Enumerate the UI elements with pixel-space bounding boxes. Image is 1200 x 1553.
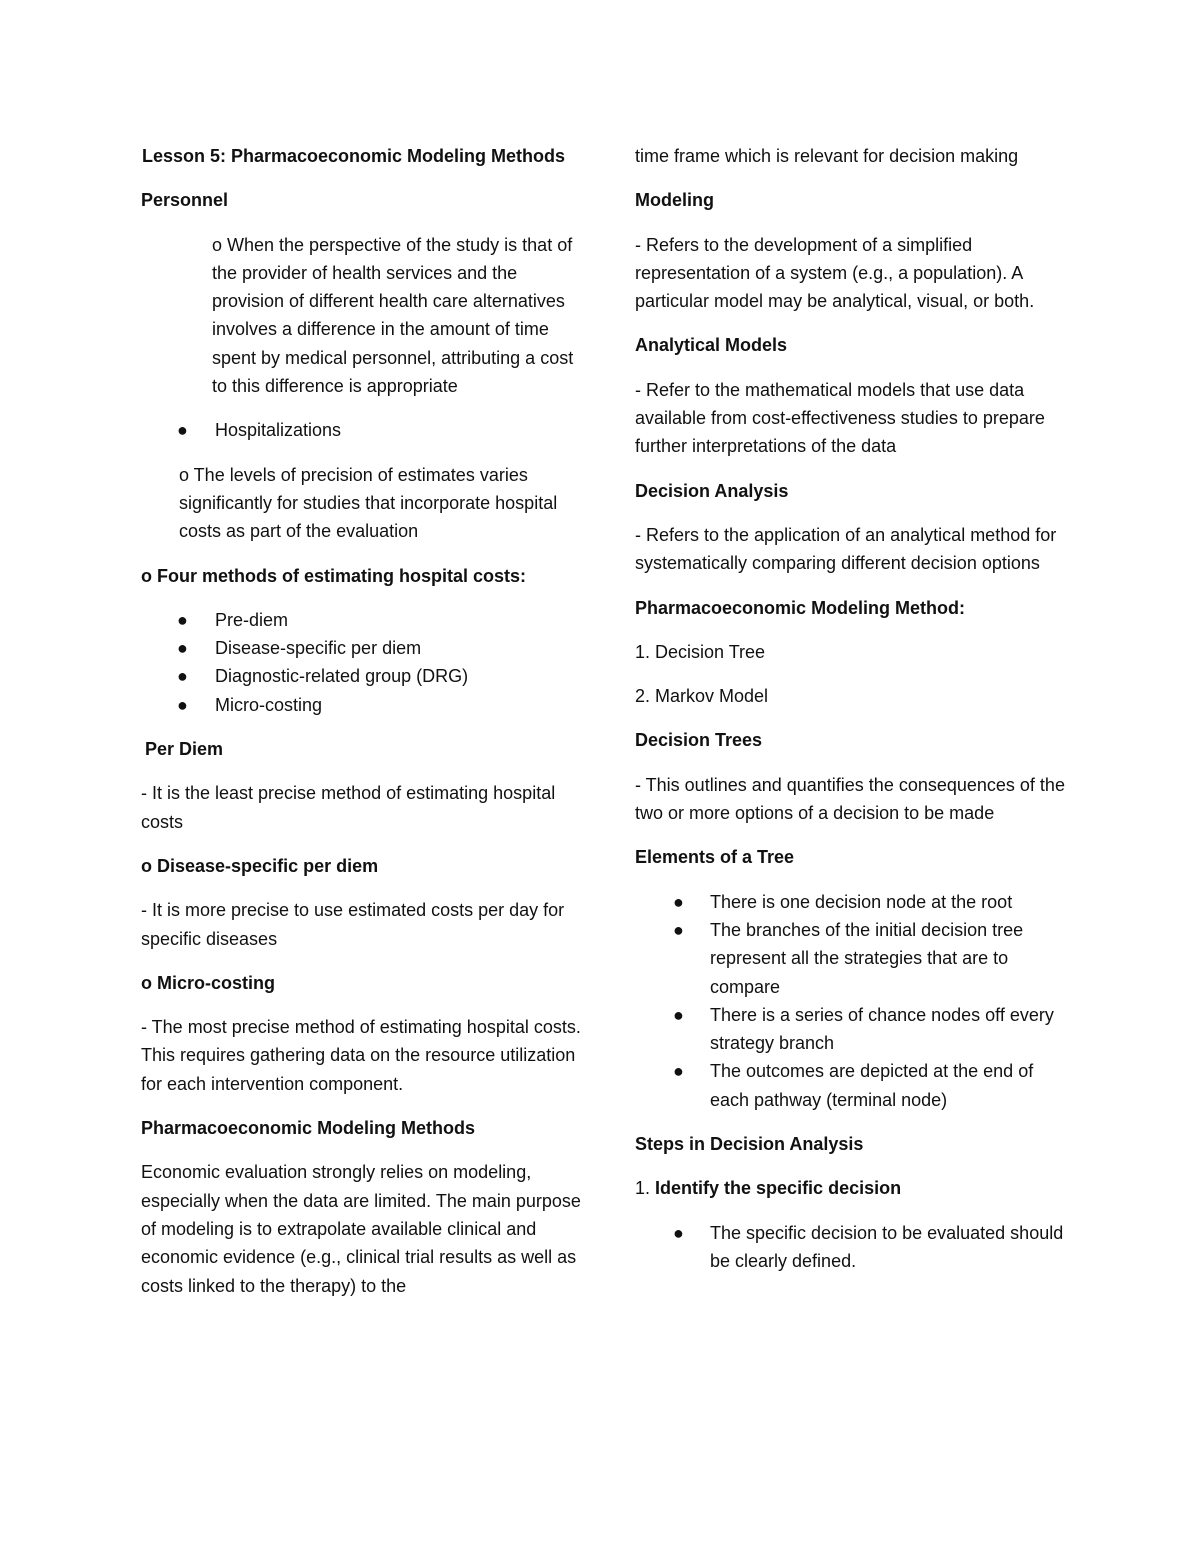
bullet-icon: ● bbox=[673, 1004, 684, 1025]
bullet-icon: ● bbox=[177, 694, 188, 715]
hospitalizations-list bbox=[141, 416, 581, 444]
page-title: Lesson 5: Pharmacoeconomic Modeling Methods bbox=[141, 146, 566, 166]
step-1-list bbox=[635, 1219, 1065, 1276]
bullet-icon: ● bbox=[177, 666, 188, 687]
list-item bbox=[141, 606, 581, 634]
four-methods-heading: o Four methods of estimating hospital costs: bbox=[141, 565, 527, 586]
list-item bbox=[635, 1001, 1065, 1058]
step-1-bullet: The specific decision to be evaluated should be clearly defined. bbox=[710, 1222, 1064, 1271]
step-1-label: Identify the specific decision bbox=[655, 1178, 902, 1199]
list-item bbox=[635, 1219, 1065, 1276]
decision-trees-text: - This outlines and quantifies the consequences of the two or more options of a decision to be made bbox=[635, 774, 1065, 824]
list-item bbox=[141, 662, 581, 690]
per-diem-text: - It is the least precise method of estimating hospital costs bbox=[141, 783, 556, 832]
personnel-heading: Personnel bbox=[141, 190, 229, 211]
bullet-icon: ● bbox=[673, 919, 684, 940]
decision-trees-heading: Decision Trees bbox=[635, 730, 763, 751]
list-item bbox=[635, 1057, 1065, 1114]
micro-costing-text: - The most precise method of estimating hospital costs. This requires gathering data on the resource utilization for each intervention component. bbox=[141, 1017, 581, 1094]
steps-heading: Steps in Decision Analysis bbox=[635, 1134, 864, 1155]
modeling-text: - Refers to the development of a simplified representation of a system (e.g., a population). A particular model may be analytical, visual, or both. bbox=[635, 234, 1035, 312]
bullet-icon: ● bbox=[177, 638, 188, 659]
bullet-icon: ● bbox=[673, 891, 684, 912]
bullet-icon: ● bbox=[673, 1061, 684, 1082]
personnel-text: o When the perspective of the study is that of the provider of health services and the provision of different health care alternatives involves a difference in the amount of time spent by medical personnel, attributing a cost to this difference is appropriate bbox=[212, 234, 574, 397]
list-item bbox=[141, 691, 581, 719]
micro-costing-heading: o Micro-costing bbox=[141, 972, 275, 993]
method-item: Pre-diem bbox=[215, 609, 289, 630]
analytical-models-heading: Analytical Models bbox=[635, 335, 788, 356]
analytical-models-text: - Refer to the mathematical models that use data available from cost-effectiveness studies to prepare further interpretations of the data bbox=[635, 379, 1045, 457]
element-item: The outcomes are depicted at the end of each pathway (terminal node) bbox=[710, 1061, 1034, 1110]
method-item: Diagnostic-related group (DRG) bbox=[215, 666, 469, 687]
list-item bbox=[635, 916, 1065, 1001]
method-item: Disease-specific per diem bbox=[215, 638, 422, 659]
element-item: The branches of the initial decision tree represent all the strategies that are to compare bbox=[710, 919, 1024, 997]
hospitalizations-bullet: Hospitalizations bbox=[215, 420, 342, 441]
bullet-icon: ● bbox=[177, 609, 188, 630]
bullet-icon: ● bbox=[177, 420, 188, 441]
per-diem-heading: Per Diem bbox=[145, 739, 224, 760]
method-decision-tree: 1. Decision Tree bbox=[635, 641, 766, 662]
hospitalizations-text: o The levels of precision of estimates varies significantly for studies that incorporate hospital costs as part of the evaluation bbox=[179, 464, 558, 542]
step-1 bbox=[635, 1174, 1065, 1202]
continuation-text: time frame which is relevant for decision making bbox=[635, 146, 1019, 166]
decision-analysis-text: - Refers to the application of an analytical method for systematically comparing different decision options bbox=[635, 524, 1057, 574]
disease-specific-text: - It is more precise to use estimated costs per day for specific diseases bbox=[141, 900, 565, 949]
pe-modeling-text: Economic evaluation strongly relies on modeling, especially when the data are limited. The main purpose of modeling is to extrapolate available clinical and economic evidence (e.g., clinical trial results as well as costs linked to the therapy) to the bbox=[141, 1162, 581, 1296]
left-column bbox=[141, 142, 581, 1316]
disease-specific-heading: o Disease-specific per diem bbox=[141, 855, 379, 876]
right-column bbox=[635, 142, 1065, 1291]
list-item bbox=[635, 888, 1065, 916]
list-item bbox=[141, 416, 581, 444]
step-1-number: 1. bbox=[635, 1178, 651, 1199]
modeling-heading: Modeling bbox=[635, 190, 714, 211]
list-item bbox=[141, 634, 581, 662]
elements-list bbox=[635, 888, 1065, 1114]
elements-heading: Elements of a Tree bbox=[635, 847, 795, 868]
bullet-icon: ● bbox=[673, 1222, 684, 1243]
pe-modeling-heading: Pharmacoeconomic Modeling Methods bbox=[141, 1118, 476, 1139]
decision-analysis-heading: Decision Analysis bbox=[635, 480, 789, 501]
method-item: Micro-costing bbox=[215, 694, 323, 715]
method-markov-model: 2. Markov Model bbox=[635, 686, 769, 707]
element-item: There is a series of chance nodes off every strategy branch bbox=[710, 1004, 1054, 1054]
methods-list bbox=[141, 606, 581, 719]
modeling-method-heading: Pharmacoeconomic Modeling Method: bbox=[635, 597, 966, 618]
element-item: There is one decision node at the root bbox=[710, 891, 1013, 912]
